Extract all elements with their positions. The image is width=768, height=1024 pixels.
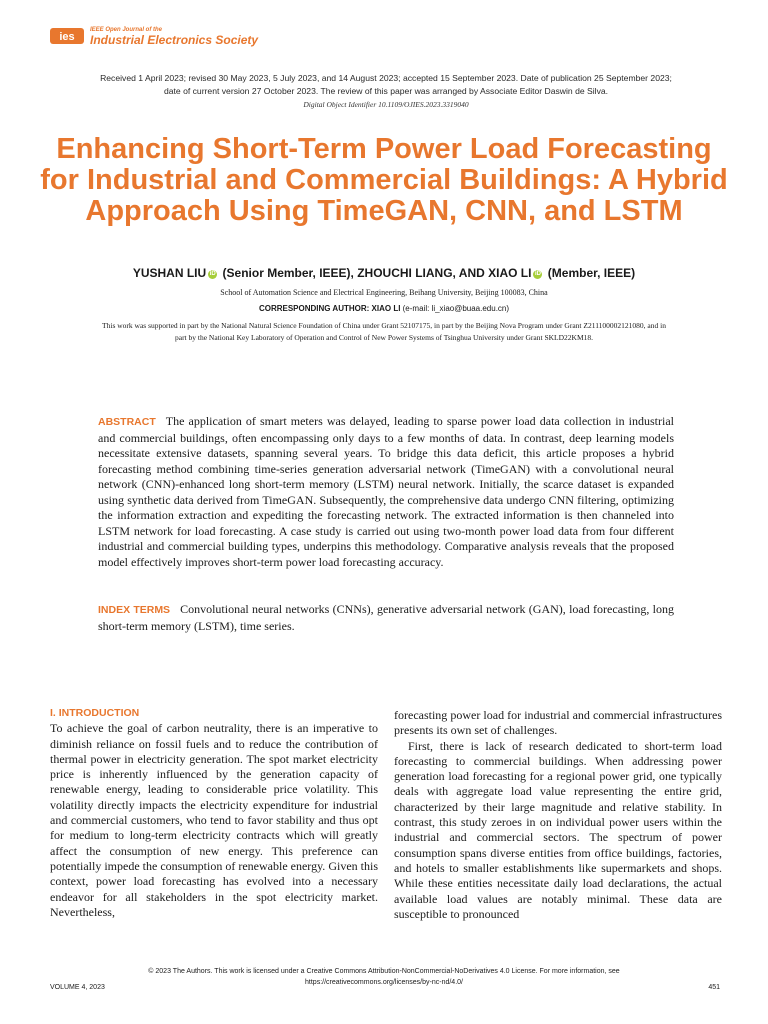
index-terms-text: Convolutional neural networks (CNNs), generative adversarial network (GAN), load forecasting, long short-term memory (LSTM), time series. (98, 602, 675, 633)
abstract-label: ABSTRACT (98, 416, 156, 428)
license-footer: © 2023 The Authors. This work is licensed under a Creative Commons Attribution-NonCommercial-NoDerivatives 4.0 License. For more information, see https://creativecommons.org/licenses/by-nc-nd/4.0/ (148, 968, 620, 986)
column-left (50, 706, 378, 920)
received-dates: Received 1 April 2023; revised 30 May 2023, 5 July 2023, and 14 August 2023; accepted 15 September 2023. Date of publication 25 September 2023; date of current version 27 October 2023. The review of this paper was arranged by Associate Editor Daswin de Silva. (100, 73, 672, 96)
corresponding-author (40, 304, 728, 313)
corresponding-email[interactable]: (e-mail: li_xiao@buaa.edu.cn) (400, 304, 510, 313)
logo-text: ies (59, 31, 75, 43)
column-right (394, 708, 722, 922)
author-line (40, 266, 728, 280)
orcid-icon[interactable]: iD (534, 271, 541, 277)
orcid-icon[interactable]: iD (209, 271, 216, 277)
journal-subtitle: IEEE Open Journal of the (90, 26, 163, 33)
paragraph: forecasting power load for industrial and commercial infrastructures presents its own set of challenges. (394, 708, 722, 738)
funding-note: This work was supported in part by the National Natural Science Foundation of China under Grant 52107175, in part by the Beijing Nova Program under Grant Z211100002121080, and in part by the National Key Laboratory of Operation and Control of New Power Systems of Tsinghua University under Grant SKLD22KM18. (102, 321, 666, 342)
index-terms (98, 602, 674, 634)
page-number: 451 (708, 984, 720, 991)
paragraph: First, there is lack of research dedicated to short-term load forecasting to commercial buildings. When addressing power generation load forecasting for a regional power grid, one typically deals with aggregate load value representing the entire grid, characterized by their large magnitude and relative stability. In contrast, this study zeroes in on individual power users within the industrial and commercial sectors. The spectrum of power consumption spans diverse entities from office buildings, factories, and hotels to smaller establishments like supermarkets and shops. While these entities necessitate daily load declarations, the actual available load values are notably minimal. These data are susceptible to pronounced (394, 738, 722, 921)
affiliation: School of Automation Science and Electrical Engineering, Beihang University, Beijing 100083, China (220, 288, 548, 297)
paper-title: Enhancing Short-Term Power Load Forecasting for Industrial and Commercial Buildings: A Hybrid Approach Using TimeGAN, CNN, and LSTM (40, 133, 728, 227)
abstract-text: The application of smart meters was delayed, leading to sparse power load data collection in industrial and commercial buildings, often encompassing only days to a few months of data. In contrast, deep learning models necessitate extensive datasets, spanning several years. To bridge this data deficit, this article proposes a hybrid forecasting method combining time-series generation adversarial network (TimeGAN) with a convolutional neural network (CNN)-enhanced long short-term memory (LSTM) neural network. Initially, the scarce dataset is expanded using synthetic data derived from TimeGAN. Subsequently, the comprehensive data undergo CNN filtering, optimizing the information extraction and expediting the forecasting network. The extracted information is then channeled into LSTM network for load forecasting. A case study is carried out using two-month power load data from four different industrial and commercial building types, underpins this methodology. Comparative analysis reveals that the proposed model effectively improves short-term power load forecasting accuracy. (98, 414, 674, 569)
author-1: YUSHAN LIU (132, 266, 207, 280)
paragraph: To achieve the goal of carbon neutrality, there is an imperative to diminish reliance on fossil fuels and to reduce the contribution of thermal power in electricity generation. The spot market electricity price is inherently influenced by the generation capacity of renewable energy, leading to considerable price volatility. This volatility directly impacts the electricity expenditure for industrial and commercial customers, who tend to favor stability and thus opt for medium to long-term electricity contracts which will greatly affect the consumption of new energy. This preference can potentially impede the consumption of renewable energy. Given this context, power load forecasting has evolved into a necessary endeavor for all stakeholders in the spot electricity market. Nevertheless, (50, 721, 378, 919)
index-terms-label: INDEX TERMS (98, 604, 171, 616)
abstract (98, 414, 674, 570)
volume-label: VOLUME 4, 2023 (50, 984, 105, 991)
section-heading: I. INTRODUCTION (50, 707, 140, 719)
author-roles: (Senior Member, IEEE), ZHOUCHI LIANG, AND XIAO LI (219, 266, 532, 280)
corresponding-label: CORRESPONDING AUTHOR: XIAO LI (258, 304, 401, 313)
journal-name: Industrial Electronics Society (90, 32, 259, 47)
author-role-2: (Member, IEEE) (544, 266, 636, 280)
ies-logo-icon (50, 25, 84, 47)
journal-header (50, 24, 258, 48)
doi[interactable]: Digital Object Identifier 10.1109/OJIES.2023.3319040 (303, 100, 469, 109)
